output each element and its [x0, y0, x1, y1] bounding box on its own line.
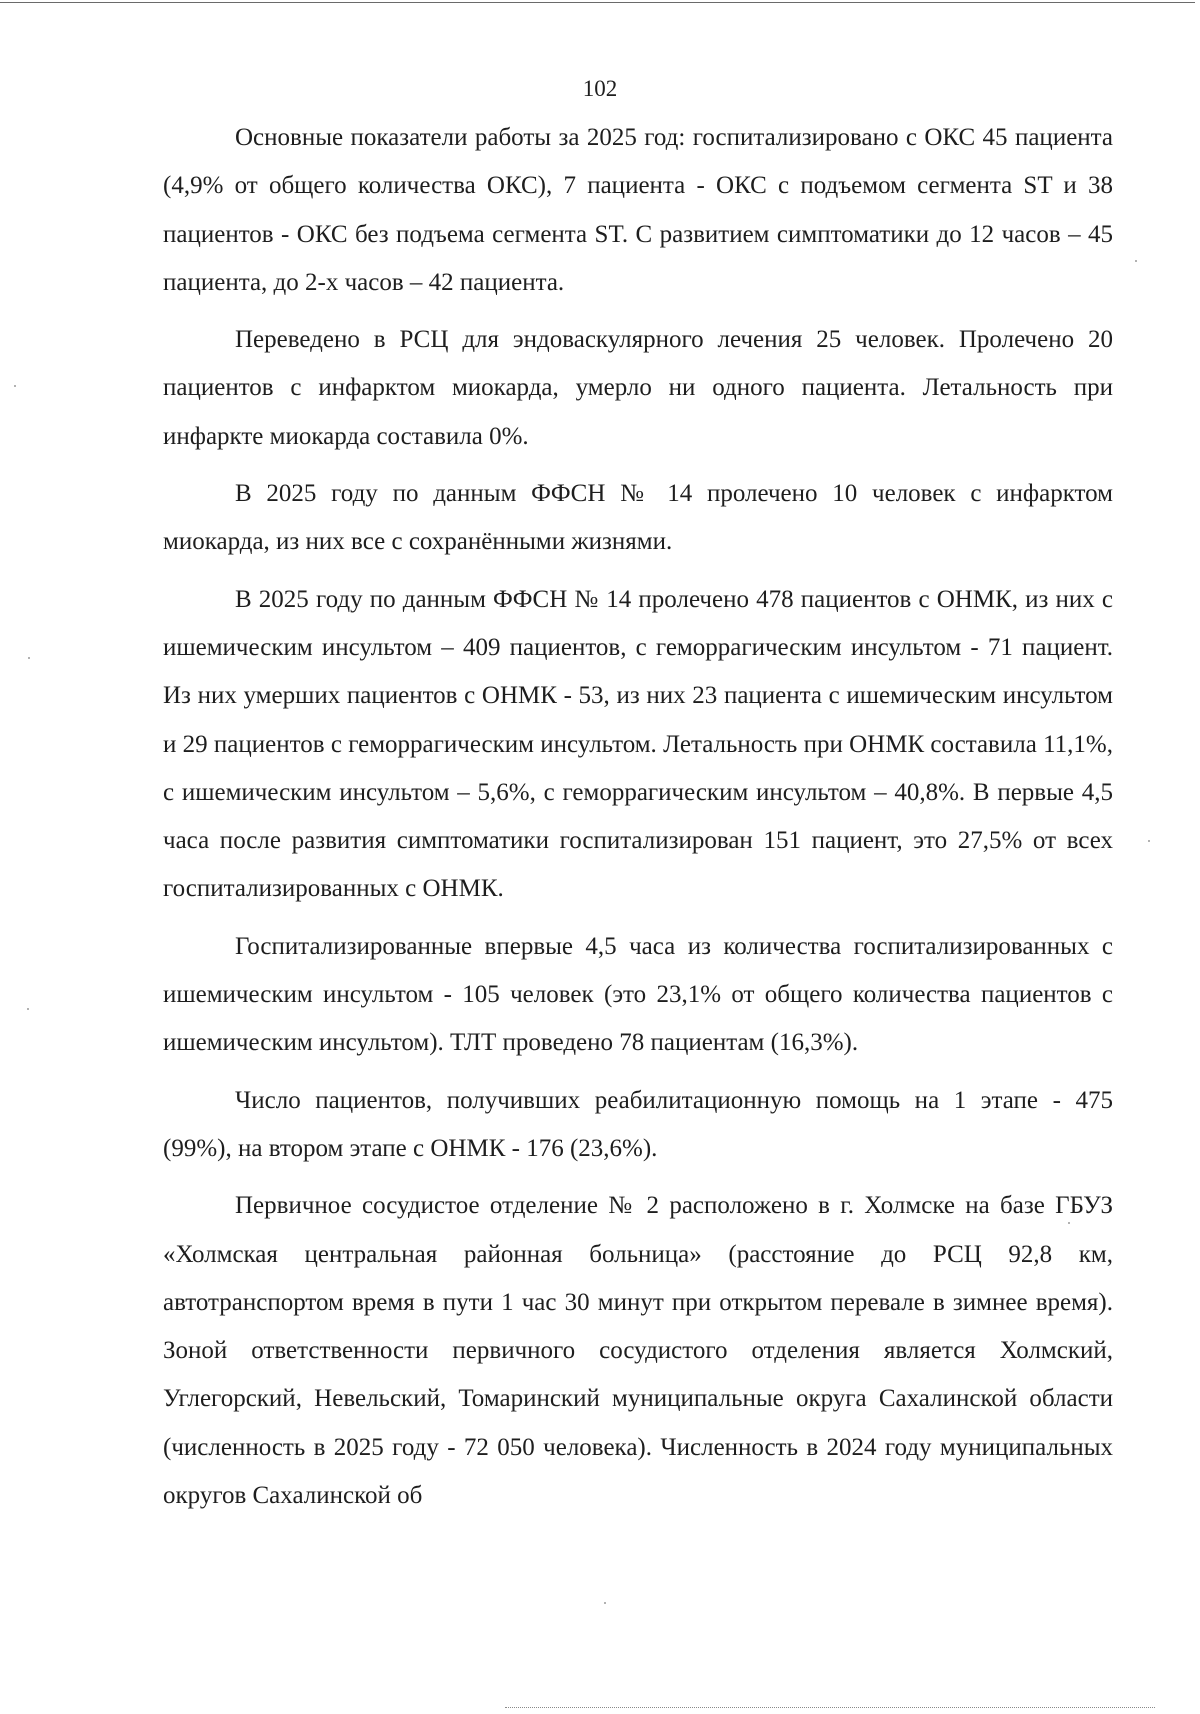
scan-speck [1148, 840, 1150, 842]
scan-speck [28, 657, 30, 659]
scan-speck [27, 1008, 29, 1010]
scan-speck [1068, 1222, 1070, 1224]
scan-speck [14, 385, 16, 387]
page-number: 102 [582, 76, 618, 101]
paragraph-ffsn-myocardial-infarction: В 2025 году по данным ФФСН № 14 пролечено 10 человек с инфарктом миокарда, из них все с сохранёнными жизнями. [163, 480, 1113, 556]
document-body [163, 114, 1113, 1520]
paragraph-vascular-department-2: Первичное сосудистое отделение № 2 расположено в г. Холмске на базе ГБУЗ «Холмская центральная районная больница» (расстояние до РСЦ 92,8 км, автотранспортом время в пути 1 час 30 минут при открытом перевале в зимнее время). Зоной ответственности первичного сосудистого отделения является Холмский, Углегорский, Невельский, Томаринский муниципальные округа Сахалинской области (численность в 2025 году - 72 050 человека). Численность в 2024 году муниципальных округов Сахалинской об [163, 1192, 1113, 1510]
paragraph-ischemic-stroke-hospitalized: Госпитализированные впервые 4,5 часа из количества госпитализированных с ишемическим инсультом - 105 человек (это 23,1% от общего количества пациентов с ишемическим инсультом). ТЛТ проведено 78 пациентам (16,3%). [163, 932, 1113, 1057]
paragraph-endovascular-transfer: Переведено в РСЦ для эндоваскулярного лечения 25 человек. Пролечено 20 пациентов с инфарктом миокарда, умерло ни одного пациента. Летальность при инфаркте миокарда составила 0%. [163, 326, 1113, 450]
scan-speck [1135, 260, 1137, 262]
paragraph-ffsn-stroke: В 2025 году по данным ФФСН № 14 пролечено 478 пациентов с ОНМК, из них с ишемическим инсультом – 409 пациентов, с геморрагическим инсультом - 71 пациент. Из них умерших пациентов с ОНМК - 53, из них 23 пациента с ишемическим инсультом и 29 пациентов с геморрагическим инсультом. Летальность при ОНМК составила 11,1%, с ишемическим инсультом – 5,6%, с геморрагическим инсультом – 40,8%. В первые 4,5 часа после развития симптоматики госпитализирован 151 пациент, это 27,5% от всех госпитализированных с ОНМК. [163, 585, 1113, 903]
scan-speck [604, 1602, 606, 1604]
scan-bottom-edge [505, 1707, 1155, 1708]
scan-top-edge [0, 2, 1195, 3]
paragraph-acs-indicators: Основные показатели работы за 2025 год: госпитализировано с ОКС 45 пациента (4,9% от общего количества ОКС), 7 пациента - ОКС с подъемом сегмента ST и 38 пациентов - ОКС без подъема сегмента ST. С развитием симптоматики до 12 часов – 45 пациента, до 2-х часов – 42 пациента. [163, 124, 1113, 296]
paragraph-rehabilitation: Число пациентов, получивших реабилитационную помощь на 1 этапе - 475 (99%), на втором этапе с ОНМК - 176 (23,6%). [163, 1086, 1113, 1162]
